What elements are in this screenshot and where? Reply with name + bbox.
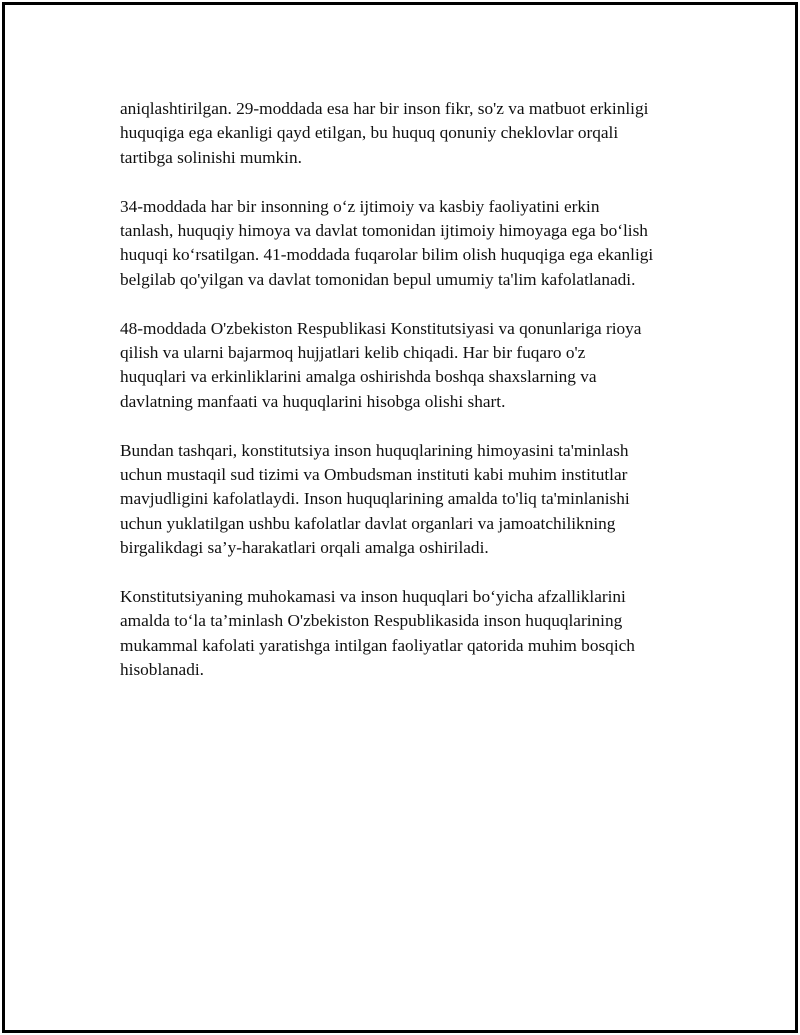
text-line: tartibga solinishi mumkin. [120, 147, 302, 167]
document-body [120, 97, 700, 707]
text-line: uchun mustaqil sud tizimi va Ombudsman instituti kabi muhim institutlar [120, 465, 628, 485]
text-line: uchun yuklatilgan ushbu kafolatlar davlat organlari va jamoatchilikning [120, 513, 616, 533]
text-line: mukammal kafolati yaratishga intilgan faoliyatlar qatorida muhim bosqich [120, 635, 635, 655]
text-line: birgalikdagi sa’y-harakatlari orqali amalga oshiriladi. [120, 538, 489, 558]
text-line: amalda to‘la ta’minlash O'zbekiston Respublikasida inson huquqlarining [120, 611, 623, 631]
text-line: huquqlari va erkinliklarini amalga oshirishda boshqa shaxslarning va [120, 367, 597, 387]
text-line: huquqiga ega ekanligi qayd etilgan, bu huquq qonuniy cheklovlar orqali [120, 123, 619, 143]
text-line: tanlash, huquqiy himoya va davlat tomonidan ijtimoiy himoyaga ega bo‘lish [120, 221, 648, 241]
text-line: Konstitutsiyaning muhokamasi va inson huquqlari bo‘yicha afzalliklarini [120, 587, 626, 607]
text-line: davlatning manfaati va huquqlarini hisobga olishi shart. [120, 391, 506, 411]
text-line: huquqi ko‘rsatilgan. 41-moddada fuqarolar bilim olish huquqiga ega ekanligi [120, 245, 654, 265]
text-line: belgilab qo'yilgan va davlat tomonidan bepul umumiy ta'lim kafolatlanadi. [120, 269, 636, 289]
text-line: Bundan tashqari, konstitutsiya inson huquqlarining himoyasini ta'minlash [120, 440, 629, 460]
paragraph-3 [120, 317, 700, 415]
text-line: 34-moddada har bir insonning o‘z ijtimoiy va kasbiy faoliyatini erkin [120, 196, 600, 216]
text-line: hisoblanadi. [120, 660, 204, 680]
paragraph-1 [120, 97, 700, 170]
text-line: aniqlashtirilgan. 29-moddada esa har bir inson fikr, so'z va matbuot erkinligi [120, 99, 649, 118]
paragraph-4 [120, 439, 700, 561]
paragraph-2 [120, 195, 700, 293]
text-line: 48-moddada O'zbekiston Respublikasi Konstitutsiyasi va qonunlariga rioya [120, 318, 642, 338]
paragraph-5 [120, 585, 700, 683]
page-frame [2, 2, 798, 1033]
text-line: qilish va ularni bajarmoq hujjatlari kelib chiqadi. Har bir fuqaro o'z [120, 343, 586, 363]
text-line: mavjudligini kafolatlaydi. Inson huquqlarining amalda to'liq ta'minlanishi [120, 489, 630, 509]
